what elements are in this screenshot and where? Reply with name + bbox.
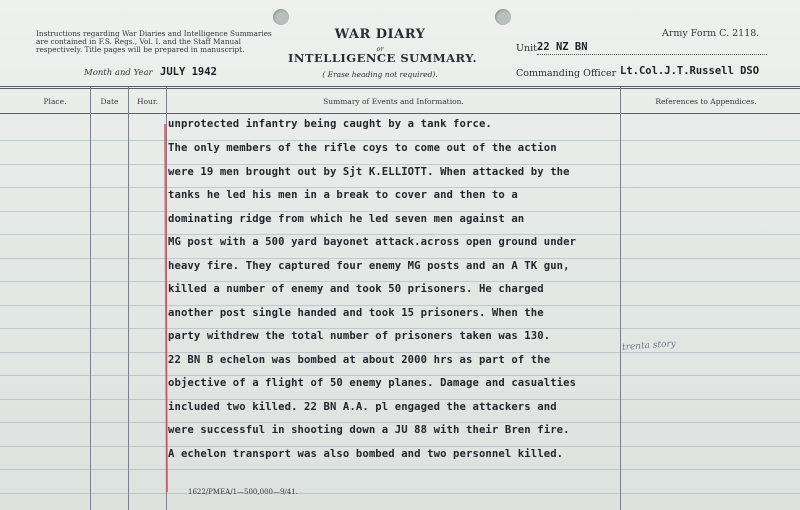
commanding-officer-value: Lt.Col.J.T.Russell DSO [620, 65, 760, 77]
diary-line: objective of a flight of 50 enemy planes. Damage and casualties [168, 377, 577, 389]
instructions-note: Instructions regarding War Diaries and Intelligence Summaries are contained in F.S. Regs., Vol. I. and the Staff Manual respectively. Title pages will be prepared in manuscript. [36, 29, 272, 55]
column-header-hour: Hour. [136, 97, 159, 106]
header-bottom-border [0, 113, 800, 114]
diary-line: unprotected infantry being caught by a tank force. [168, 118, 492, 130]
diary-line: another post single handed and took 15 prisoners. When the [168, 306, 544, 319]
month-year-label: Month and Year [84, 68, 153, 78]
ruled-line [0, 493, 800, 494]
diary-line: included two killed. 22 BN A.A. pl engaged the attackers and [168, 400, 557, 413]
column-header-place: Place. [43, 97, 67, 106]
diary-line: tanks he led his men in a break to cover and then to a [168, 189, 518, 201]
diary-line: heavy fire. They captured four enemy MG posts and an A TK gun, [168, 259, 570, 272]
page-subtitle: INTELLIGENCE SUMMARY. [288, 51, 477, 65]
diary-line: killed a number of enemy and took 50 prisoners. He charged [168, 283, 544, 295]
form-print-code: 1622/PMEA/1—500,000—9/41. [188, 488, 298, 496]
commanding-officer-label: Commanding Officer [516, 68, 617, 79]
column-divider [128, 87, 129, 510]
page-title: WAR DIARY [334, 27, 426, 42]
punch-hole [273, 9, 289, 25]
title-or: or [376, 45, 384, 53]
diary-line: dominating ridge from which he led seven men against an [168, 212, 525, 225]
unit-dotted-line [537, 54, 767, 55]
handwritten-annotation: trenta story [621, 339, 677, 353]
diary-line: A echelon transport was also bombed and two personnel killed. [168, 447, 564, 460]
diary-line: 22 BN B echelon was bombed at about 2000 hrs as part of the [168, 353, 551, 366]
unit-label: Unit [516, 43, 537, 54]
diary-line: party withdrew the total number of prisoners taken was 130. [168, 330, 551, 342]
column-header-references: References to Appendices. [655, 97, 757, 106]
diary-line: were 19 men brought out by Sjt K.ELLIOTT. When attacked by the [168, 165, 570, 178]
diary-line: were successful in shooting down a JU 88 with their Bren fire. [168, 424, 570, 436]
diary-line: The only members of the rifle coys to come out of the action [168, 142, 557, 154]
army-form-number: Army Form C. 2118. [662, 28, 760, 39]
table-top-border [0, 86, 800, 87]
column-header-summary: Summary of Events and Information. [323, 97, 464, 106]
column-divider [620, 87, 621, 510]
table-top-border-2 [0, 88, 800, 89]
column-divider [90, 87, 91, 510]
column-header-date: Date [100, 97, 119, 106]
diary-line: MG post with a 500 yard bayonet attack.across open ground under [168, 236, 577, 248]
month-year-value: JULY 1942 [160, 66, 217, 78]
punch-hole [495, 9, 511, 25]
unit-value: 22 NZ BN [537, 41, 588, 53]
erase-note: ( Erase heading not required). [322, 70, 438, 79]
